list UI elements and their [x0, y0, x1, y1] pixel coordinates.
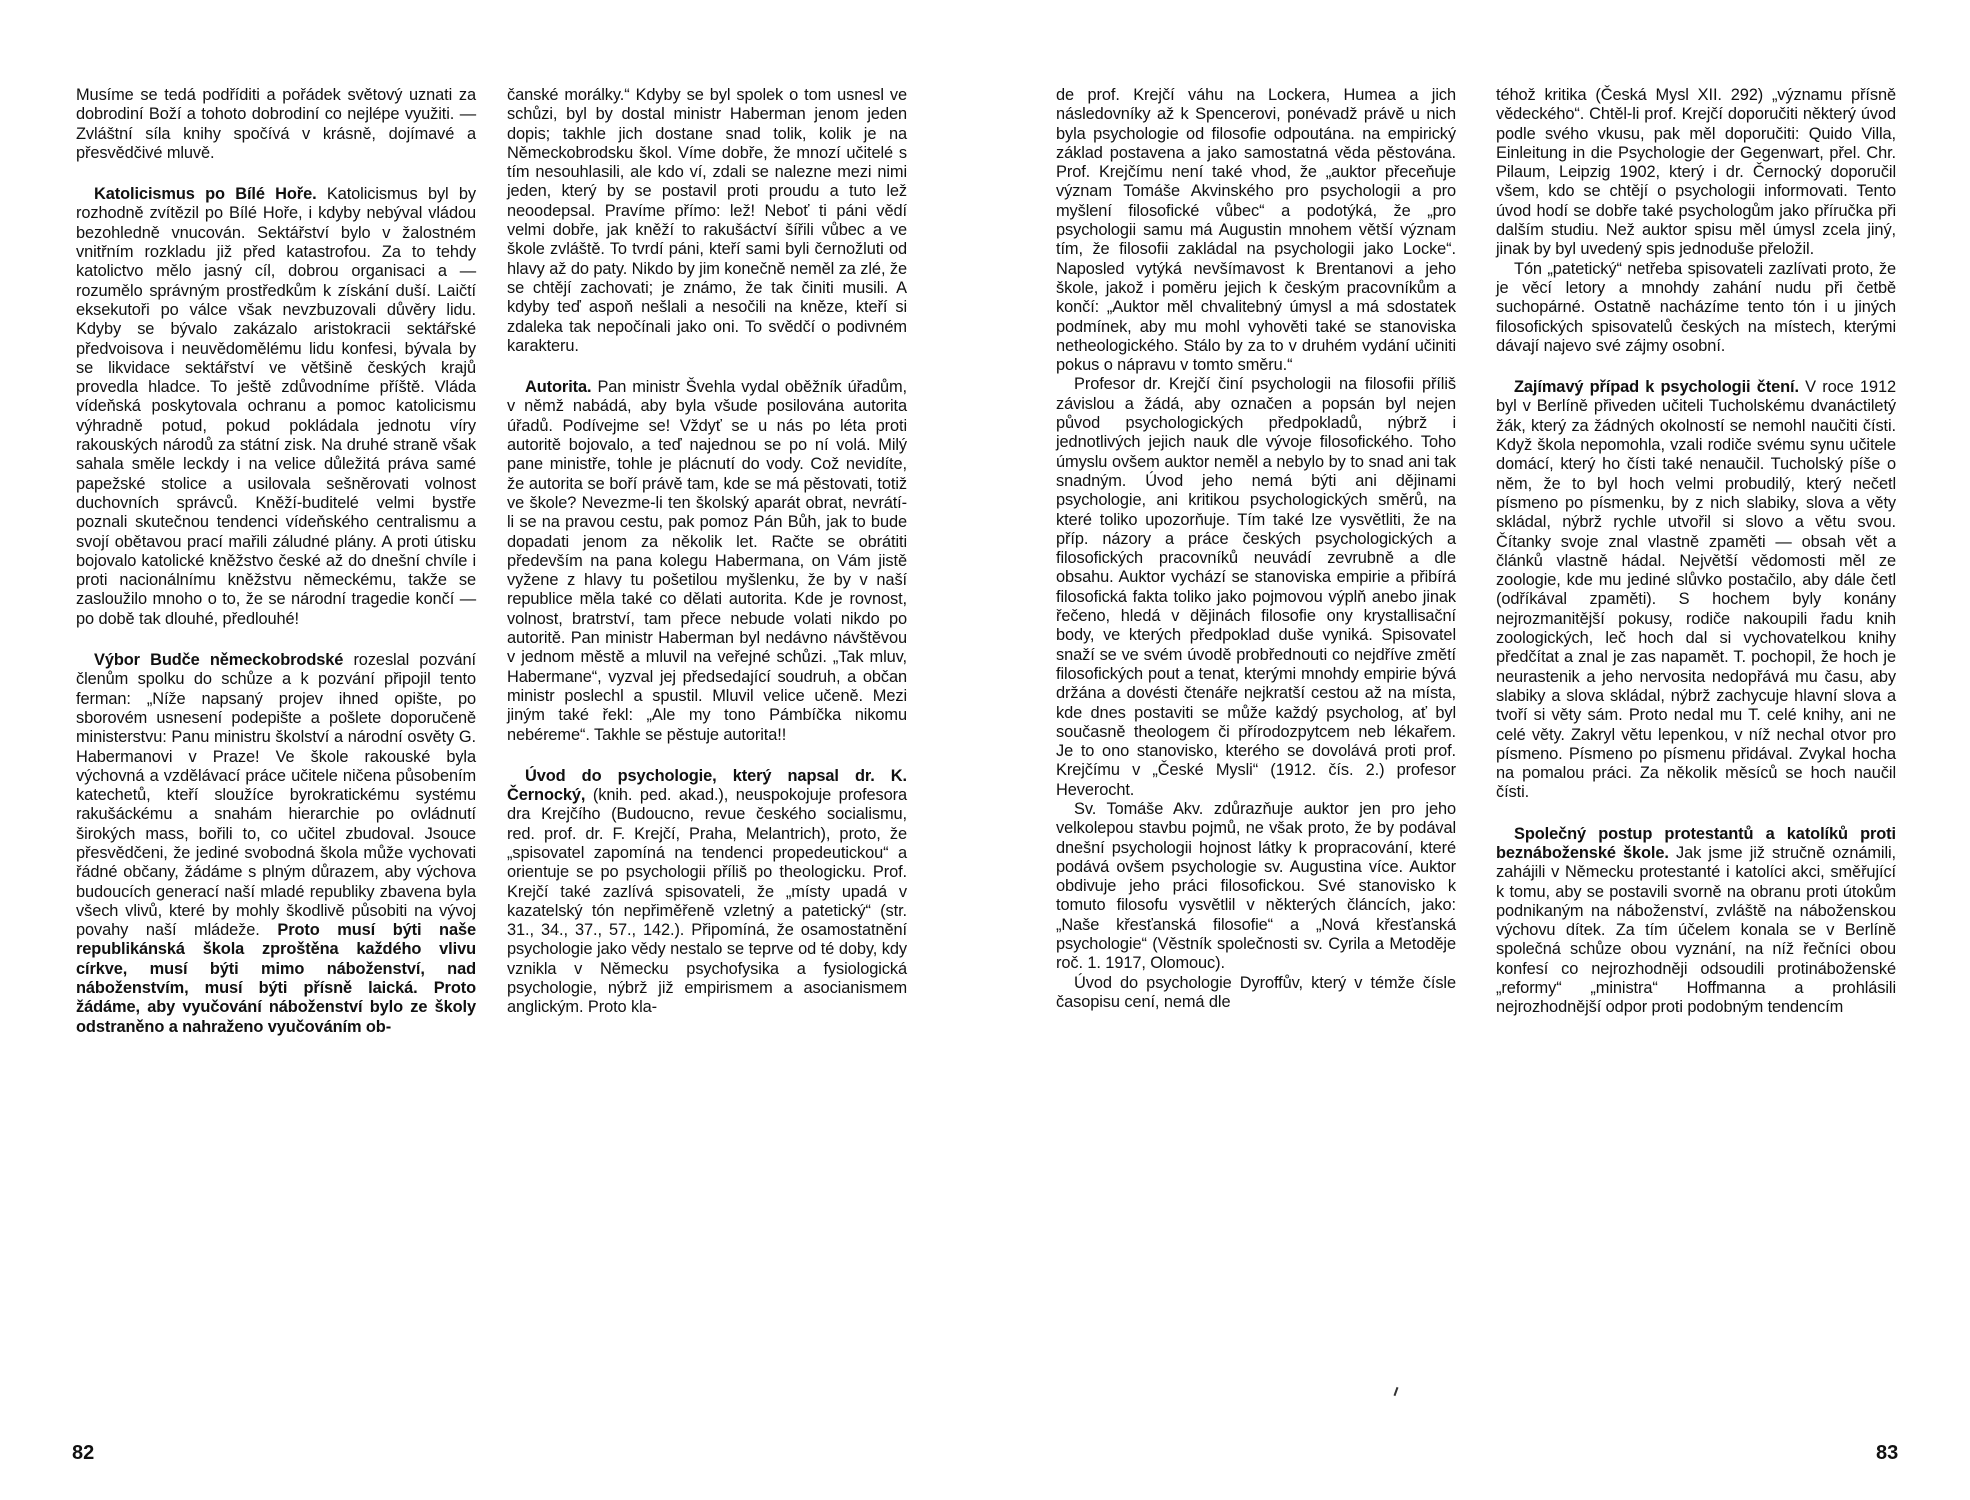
section-heading: Společný postup protestantů a katolíků proti beznáboženské škole. — [1496, 824, 1896, 862]
paragraph: Sv. Tomáše Akv. zdůrazňuje auktor jen pro jeho velkolepou stavbu pojmů, ne však proto, že by podával dnešní psychologii hojnost látky k propracování, které podává ovšem psychologie sv. Augustina více. Auktor obdivuje jeho práci filosofickou. Své stanovisko k tomuto filosofu vysvětlil v některých článcích, jako: „Naše křesťanská filosofie“ a „Nová křesťanská psychologie“ (Věstník společnosti sv. Cyrila a Metoděje roč. 1. 1917, Olomouc). — [1056, 799, 1456, 973]
column-3 — [1056, 86, 1456, 1012]
page-number-left: 82 — [72, 1442, 95, 1464]
paragraph: Tón „patetický“ netřeba spisovateli zazlívati proto, že je věcí letory a mnohdy zahání nudu při četbě suchopárné. Ostatně nacházíme tento tón i u jiných filosofických spisovatelů českých na místech, kterými dávají najevo své zájmy osobní. — [1496, 259, 1896, 355]
section-heading: Katolicismus po Bílé Hoře. — [94, 185, 317, 204]
paragraph: Úvod do psychologie Dyroffův, který v témže čísle časopisu cení, nemá dle — [1056, 973, 1456, 1011]
paragraph: Zajímavý případ k psychologii čtení. V roce 1912 byl v Berlíně přiveden učiteli Tucholskému dvanáctiletý žák, který za žádných okolností se nemohl naučiti čísti. Když škola nepomohla, vzali rodiče svému synu učitele domácí, který ho čísti také nenaučil. Tucholský píše o něm, že to byl hoch velmi probudilý, který nečetl písmeno po písmenku, by z nich slabiky, slova a věty skládal, nýbrž rychle utvořil si slovo a větu svou. Čítanky svoje znal vlastně zpaměti — obsah vět a článků vlastně hádal. Největší vědomosti měl ze zoologie, kde mu jediné slůvko postačilo, aby dále četl (odříkával zpaměti). S hochem byly konány nejrozmanitější pokusy, rodiče nakoupili řadu knih zoologických, leč hoch dal si vychovatelkou knihy předčítat a znal je zas napamět. T. pochopil, že hoch je neurastenik a jeho nervosita nedopřává mu času, aby slabiky a slova skládal, nýbrž zachycuje hlavní slova a tvoří si věty sám. Proto nedal mu T. celé knihy, ani ne celé věty. Zakryl větu lepenkou, v níž nechal otvor pro písmeno. Písmeno po písmenu přidával. Zvykal hocha na pomalou práci. Za několik měsíců se hoch naučil čísti. — [1496, 378, 1896, 802]
section-heading: Výbor Budče německobrodské — [94, 651, 344, 670]
paragraph: Výbor Budče německobrodské rozeslal pozvání členům spolku do schůze a k pozvání připojil tento ferman: „Níže napsaný projev ihned opište, po sborovém usnesení podepište a pošlete doporučeně ministerstvu: Panu ministru školství a národní osvěty G. Habermanovi v Praze! Ve škole rakouské byla výchovná a vzdělávací práce učitele ničena působením katechetů, kteří sloužíce byrokratickému systému rakušáckému a snahám hierarchie po ovládnutí širokých mass, bořili to, co učitel zbudoval. Jsouce přesvědčeni, že jediné svobodná škola může vychovati řádné občany, žádáme s plným důrazem, aby výchova budoucích generací naší mladé republiky zbavena byla všech vlivů, které by mohly škodlivě působiti na vývoj povahy naší mládeže. Proto musí býti naše republikánská škola zproštěna každého vlivu církve, musí býti mimo náboženství, nad náboženstvím, musí býti přísně laická. Proto žádáme, aby vyučování náboženství bylo ze školy odstraněno a nahraženo vyučováním ob- — [76, 651, 476, 1036]
paragraph: Úvod do psychologie, který napsal dr. K. Černocký, (knih. ped. akad.), neuspokojuje profesora dra Krejčího (Budoucno, revue českého socialismu, red. prof. dr. F. Krejčí, Praha, Melantrich), proto, že „spisovatel zapomíná na tendenci propedeutickou“ a orientuje se po psychologii příliš po theologicku. Prof. Krejčí také zazlívá spisovateli, že „místy upadá v kazatelský tón nepřiměřeně vzletný a patetický“ (str. 31., 34., 37., 57., 142.). Připomíná, že osamostatnění psychologie jako vědy nestalo se teprve od té doby, kdy vznikla v Německu psychofysika a fysiologická psychologie, nýbrž již empirismem a asocianismem anglickým. Proto kla- — [507, 766, 907, 1017]
ink-mark — [1394, 1387, 1399, 1396]
page-number-right: 83 — [1876, 1442, 1899, 1464]
column-4 — [1496, 86, 1896, 1018]
column-2 — [507, 86, 907, 1018]
paragraph: Autorita. Pan ministr Švehla vydal oběžník úřadům, v němž nabádá, aby byla všude posilována autorita úřadů. Podívejme se! Vždyť se u nás po léta proti autoritě bojovalo, a teď najednou se po ní volá. Milý pane ministře, tohle je plácnutí do vody. Což nevidíte, že autorita se boří právě tam, kde se má pěstovati, totiž ve škole? Nevezme-li ten školský aparát obrat, nevrátí-li se na pravou cestu, pak pomoz Pán Bůh, jak to bude dopadati jenom za několik let. Račte se obrátiti především na pana kolegu Habermana, on Vám jistě vyžene z hlavy tu pošetilou myšlenku, že by v naší republice měla také co dělati autorita. Kde je rovnost, volnost, bratrství, tam přece nebude volati nikdo po autoritě. Pan ministr Haberman byl nedávno návštěvou v jednom městě a mluvil na veřejné schůzi. „Tak mluv, Habermane“, vyzval jej předsedající soudruh, a občan ministr poslechl a spustil. Mluvil velice učeně. Mezi jiným také řekl: „Ale my tono Pámbíčka nikomu nebéreme“. Takhle se pěstuje autorita!! — [507, 378, 907, 744]
paragraph: téhož kritika (Česká Mysl XII. 292) „významu přísně vědeckého“. Chtěl-li prof. Krejčí doporučiti některý úvod podle svého vkusu, pak měl doporučiti: Quido Villa, Einleitung in die Psychologie der Gegenwart, přel. Chr. Pilaum, Leipzig 1902, který i dr. Černocký doporučil všem, kdo se chtějí o psychologii informovati. Tento úvod hodí se dobře také psychologům jako příručka při dalším studiu. Než auktor spisu měl úmysl zcela jiný, jinak by byl uvedený spis jednoduše přeložil. — [1496, 86, 1896, 259]
paragraph: Katolicismus po Bílé Hoře. Katolicismus byl by rozhodně zvítězil po Bílé Hoře, i kdyby nebýval vládou bezohledně vnucován. Sektářství bylo v žalostném vnitřním rozkladu již před katastrofou. Za to tehdy katolictvo mělo jasný cíl, dobrou organisaci a — rozumělo správným prostředkům k získání duší. Laičtí eksekutoři po válce však nevzbuzovali důvěry lidu. Kdyby se bývalo zakázalo aristokracii sektářské předvoisova i neuvědomělému lidu konfesi, bývala by se likvidace sektářství ve většině českých krajů provedla hladce. To ještě zdůvodníme příště. Vláda vídeňská poskytovala ochranu a pomoc katolicismu výhradně potud, pokud pokládala jednotu víry rakouských národů za státní zisk. Na druhé straně však sahala směle leckdy i na velice důležitá práva samé papežské stolice a usilovala sešněrovati volnost duchovních správců. Kněží-buditelé velmi bystře poznali skutečnou tendenci vídeňského centralismu a svojí obětavou prací mařili záludné plány. A proti útisku bojovalo katolické kněžstvo české až do dnešní chvíle i proti nacionálnímu kněžstvu německému, takže se zasloužilo mnoho o to, že se národní tragedie končí — po době tak dlouhé, předlouhé! — [76, 185, 476, 628]
paragraph: de prof. Krejčí váhu na Lockera, Humea a jich následovníky až k Spencerovi, ponévadž právě u nich byla psychologie od filosofie odpoutána. na empirický základ postavena a jako samostatná věda pěstována. Prof. Krejčímu není také vhod, že „auktor přeceňuje význam Tomáše Akvinského pro psychologii a pro myšlení filosofické vůbec“ a podotýká, že „pro psychologii samu má Augustin mnohem větší význam tím, že filosofii zakládal na psychologii jako Locke“. Naposled vytýká nevšímavost k Brentanovi a jeho škole, jakož i poměru jejich k českým pracovníkům a končí: „Auktor měl chvalitebný úmysl a má sdostatek podmínek, aby mu mohl vyhověti také se stanoviska netheologického. Stálo by za to v druhém vydání učiniti pokus o nápravu v tomto směru.“ — [1056, 86, 1456, 375]
paragraph: Profesor dr. Krejčí činí psychologii na filosofii příliš závislou a žádá, aby označen a popsán byl nejen původ psychologických předpokladů, nýbrž i jednotlivých jejich nauk dle vývoje filosofického. Toho úmyslu ovšem auktor neměl a nebylo by to snad ani tak snadným. Úvod jeho nemá býti ani dějinami psychologie, ani kritikou psychologických směrů, na které toliko upozorňuje. Tím také lze vysvětliti, že na příp. názory a práce českých psychologických a filosofických pracovníků neuvádí zevrubně a dle obsahu. Auktor vychází se stanoviska empirie a přibírá filosofická fakta toliko jako pojmovou výplň anebo jinak řečeno, hledá v dějinách filosofie ony krystallisační body, ve kterých předpoklad duše vyniká. Spisovatel snaží se ve svém úvodě probřednouti co nejdříve změtí filosofických pout a tenat, kterými mnohdy empirie bývá držána a dovésti čtenáře nejkratší cestou až na místa, kde dnes postaviti se může každý psycholog, ať byl současně theologem či přírodozpytcem neb lékařem. Je to ono stanovisko, kterého se dovolává proti prof. Krejčímu v „České Mysli“ (1912. čís. 2.) profesor Heverocht. — [1056, 375, 1456, 799]
section-heading: Zajímavý případ k psychologii čtení. — [1514, 378, 1799, 397]
paragraph: čanské morálky.“ Kdyby se byl spolek o tom usnesl ve schůzi, byl by dostal ministr Haberman jenom jeden dopis; takhle jich dostane snad tolik, kolik je na Německobrodsku škol. Víme dobře, že mnozí učitelé s tím nesouhlasili, ale kdo ví, zdali se nalezne mezi nimi jeden, který by se postavil proti proudu a tuto lež neoodepsal. Pravíme přímo: lež! Neboť ti páni vědí velmi dobře, jak kněží to rakušáctví šířili vůbec a ve škole zvláště. To tvrdí páni, kteří sami byli černožluti od hlavy až do paty. Nikdo by jim konečně neměl za zlé, že se chtějí zachovati; je známo, že tak činiti musili. A kdyby teď aspoň nešlali a nesočili na kněze, kteří si zdaleka tak nepočínali jako oni. To svědčí o podivném karakteru. — [507, 86, 907, 355]
column-1 — [76, 86, 476, 1037]
section-heading: Úvod do psychologie, který napsal dr. K. Černocký, — [507, 766, 907, 805]
paragraph: Společný postup protestantů a katolíků proti beznáboženské škole. Jak jsme již stručně oznámili, zahájili v Německu protestanté i katolíci akci, směřující k tomu, aby se postavili svorně na obranu proti útokům podnikaným na náboženství, zvláště na náboženskou výchovu dítek. Za tím účelem konala se v Berlíně společná schůze obou vyznání, na níž řečníci obou konfesí co nejrozhodněji odsoudili protináboženské „reformy“ „ministra“ Hoffmanna a prohlásili nejrozhodnější odpor proti podobným tendencím — [1496, 824, 1896, 1017]
paragraph: Musíme se tedá podříditi a pořádek světový uznati za dobrodiní Boží a tohoto dobrodiní co nejlépe využiti. — Zvláštní síla knihy spočívá v krásně, dojímavé a přesvědčivé mluvě. — [76, 86, 476, 162]
section-heading: Autorita. — [525, 378, 592, 397]
